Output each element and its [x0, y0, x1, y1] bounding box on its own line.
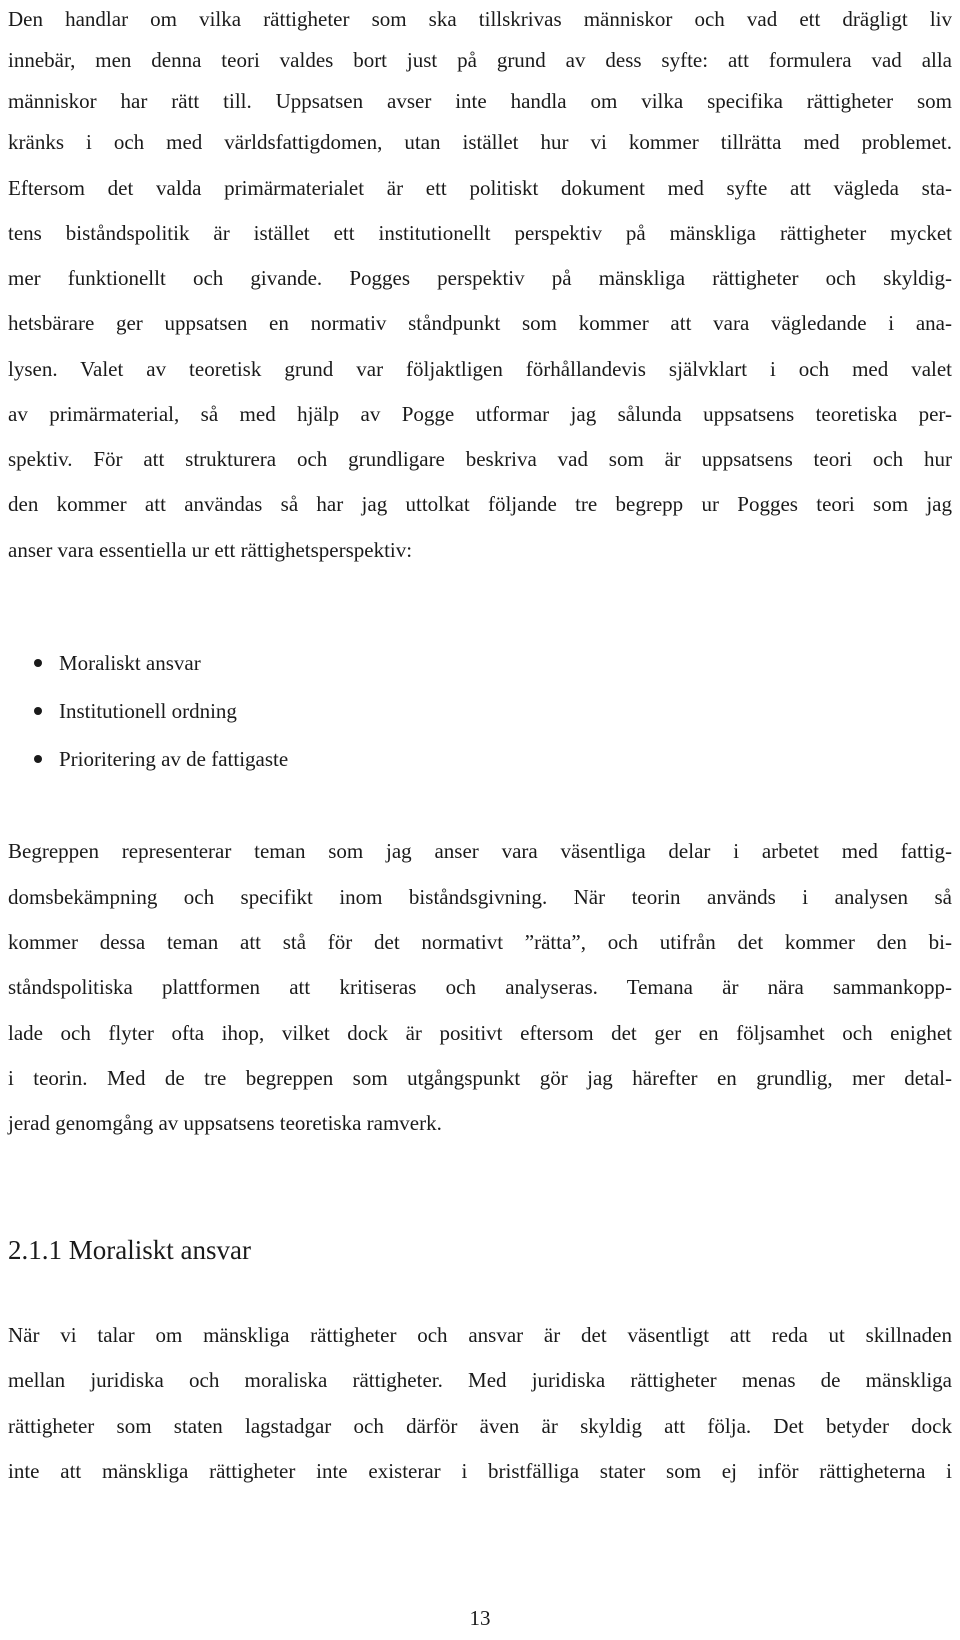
text-line: i teorin. Med de tre begreppen som utgångspunkt gör jag härefter en grundlig, mer detal- — [8, 1066, 952, 1090]
text-line: lade och flyter ofta ihop, vilket dock är positivt eftersom det ger en följsamhet och enighet — [8, 1021, 952, 1045]
text-line: av primärmaterial, så med hjälp av Pogge utformar jag sålunda uppsatsens teoretiska per- — [8, 402, 952, 426]
text-line: innebär, men denna teori valdes bort just på grund av dess syfte: att formulera vad alla — [8, 48, 952, 72]
list-item — [34, 698, 237, 724]
text-line: anser vara essentiella ur ett rättighetsperspektiv: — [8, 538, 413, 562]
text-line: kommer dessa teman att stå för det normativt ”rätta”, och utifrån det kommer den bi- — [8, 930, 952, 954]
text-line: lysen. Valet av teoretisk grund var följaktligen förhållandevis självklart i och med valet — [8, 357, 952, 381]
list-item — [34, 746, 288, 772]
text-line: När vi talar om mänskliga rättigheter och ansvar är det väsentligt att reda ut skillnaden — [8, 1323, 952, 1347]
text-line: tens biståndspolitik är istället ett institutionellt perspektiv på mänskliga rättigheter mycket — [8, 221, 952, 245]
text-line: domsbekämpning och specifikt inom biståndsgivning. När teorin används i analysen så — [8, 885, 952, 909]
section-heading: 2.1.1 Moraliskt ansvar — [8, 1235, 251, 1265]
text-line: människor har rätt till. Uppsatsen avser inte handla om vilka specifika rättigheter som — [8, 89, 952, 113]
text-line: spektiv. För att strukturera och grundligare beskriva vad som är uppsatsens teori och hur — [8, 447, 952, 471]
text-line: Begreppen representerar teman som jag anser vara väsentliga delar i arbetet med fattig- — [8, 839, 952, 863]
text-line: hetsbärare ger uppsatsen en normativ ståndpunkt som kommer att vara vägledande i ana- — [8, 311, 952, 335]
list-item-label: Prioritering av de fattigaste — [59, 747, 289, 771]
text-line: rättigheter som staten lagstadgar och därför även är skyldig att följa. Det betyder dock — [8, 1414, 952, 1438]
page-number: 13 — [469, 1606, 491, 1630]
text-line: kränks i och med världsfattigdomen, utan istället hur vi kommer tillrätta med problemet. — [8, 130, 952, 154]
list-item — [34, 650, 201, 676]
bullet-icon — [34, 755, 42, 763]
text-line: jerad genomgång av uppsatsens teoretiska ramverk. — [8, 1111, 442, 1135]
list-item-label: Moraliskt ansvar — [59, 651, 201, 675]
text-line: ståndspolitiska plattformen att kritiseras och analyseras. Temana är nära sammankopp- — [8, 975, 952, 999]
text-line: mellan juridiska och moraliska rättigheter. Med juridiska rättigheter menas de mänskliga — [8, 1368, 952, 1392]
bullet-icon — [34, 659, 42, 667]
list-item-label: Institutionell ordning — [59, 699, 237, 723]
text-line: Den handlar om vilka rättigheter som ska tillskrivas människor och vad ett drägligt liv — [8, 7, 952, 31]
text-line: mer funktionellt och givande. Pogges perspektiv på mänskliga rättigheter och skyldig- — [8, 266, 952, 290]
bullet-icon — [34, 707, 42, 715]
text-line: den kommer att användas så har jag uttolkat följande tre begrepp ur Pogges teori som jag — [8, 492, 952, 516]
text-line: Eftersom det valda primärmaterialet är ett politiskt dokument med syfte att vägleda sta- — [8, 176, 952, 200]
text-line: inte att mänskliga rättigheter inte existerar i bristfälliga stater som ej inför rättigheterna i — [8, 1459, 952, 1483]
